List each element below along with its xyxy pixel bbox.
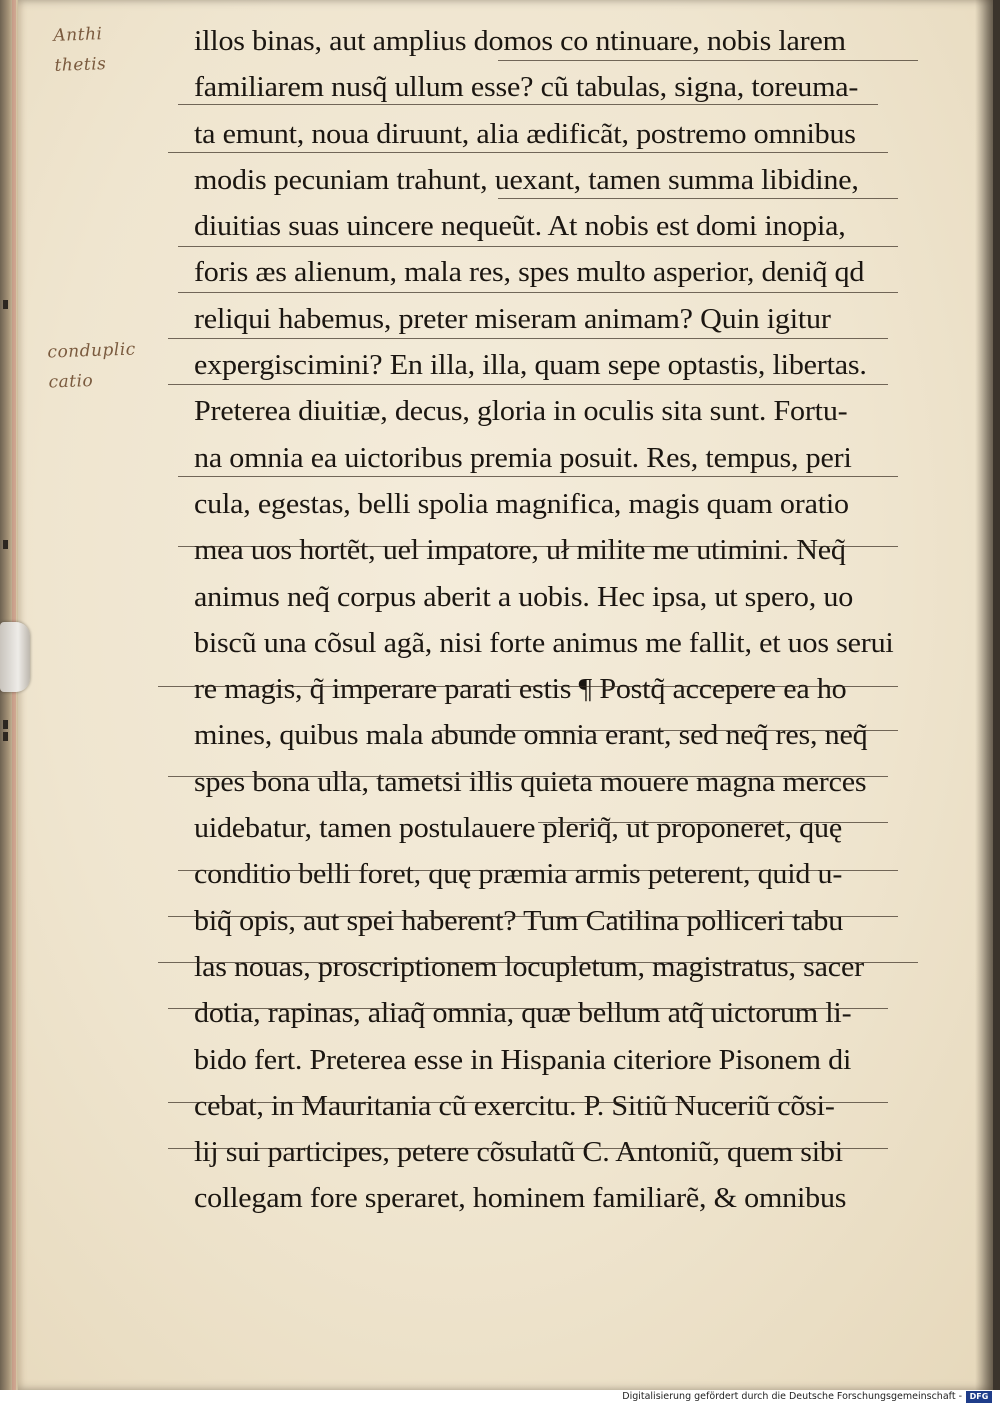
text-line: illos binas, aut amplius domos co ntinuare, nobis larem [194, 25, 846, 57]
text-line: collegam fore speraret, hominem familiarẽ, & omnibus [194, 1182, 847, 1215]
text-line: spes bona ulla, tametsi illis quieta mouere magna merces [194, 765, 867, 798]
text-line: dotia, rapinas, aliaq̃ omnia, quæ bellum atq̃ uictorum li- [194, 997, 852, 1030]
dfg-logo: DFG [966, 1391, 992, 1403]
edge-mark [3, 720, 8, 729]
ink-underline [178, 104, 878, 105]
ink-underline [498, 60, 918, 61]
text-line: animus neq̃ corpus aberit a uobis. Hec ipsa, ut spero, uo [194, 580, 854, 613]
text-line: cebat, in Mauritania cũ exercitu. P. Sitiũ Nuceriũ cõsi- [194, 1089, 835, 1122]
text-line: re magis, q̃ imperare parati estis ¶ Postq̃ accepere ea ho [194, 673, 847, 706]
ink-underline [168, 1148, 888, 1149]
ink-underline [158, 962, 918, 963]
edge-mark [3, 300, 8, 309]
ink-underline [538, 822, 888, 823]
edge-mark [3, 540, 8, 549]
margin-note: Anthi thetis [53, 24, 107, 76]
text-line: mea uos hortẽt, uel impatore, uł milite me utimini. Neq̃ [194, 534, 846, 567]
text-line: mines, quibus mala abunde omnia erant, sed neq̃ res, neq̃ [194, 719, 868, 752]
ink-underline [168, 1008, 888, 1009]
ink-underline [168, 916, 898, 917]
text-line: las nouas, proscriptionem locupletum, magistratus, sacer [194, 950, 864, 983]
text-line: ta emunt, noua diruunt, alia ædificãt, postremo omnibus [194, 117, 856, 150]
ink-underline [178, 476, 898, 477]
ink-underline [178, 546, 898, 547]
text-line: na omnia ea uictoribus premia posuit. Res, tempus, peri [194, 441, 852, 474]
edge-mark [3, 732, 8, 741]
margin-note: conduplic catio [47, 339, 137, 393]
ink-underline [168, 152, 888, 153]
text-line: cula, egestas, belli spolia magnifica, magis quam oratio [194, 487, 849, 520]
text-line: reliqui habemus, preter miseram animam? Quin igitur [194, 302, 831, 335]
text-line: foris æs alienum, mala res, spes multo asperior, deniq̃ qd [194, 256, 865, 289]
ink-underline [168, 338, 888, 339]
ink-underline [178, 870, 898, 871]
text-line: conditio belli foret, quę præmia armis peterent, quid u- [194, 858, 843, 891]
footer-bar [0, 1390, 1000, 1404]
ink-underline [438, 730, 898, 731]
text-line: familiarem nusq̃ ullum esse? cũ tabulas, signa, toreuma- [194, 71, 859, 104]
ink-underline [178, 292, 898, 293]
text-line: modis pecuniam trahunt, uexant, tamen summa libidine, [194, 163, 859, 196]
text-line: biq̃ opis, aut spei haberent? Tum Catilina polliceri tabu [194, 904, 844, 937]
text-line: biscũ una cõsul agã, nisi forte animus me fallit, et uos serui [194, 626, 894, 659]
ink-underline [168, 384, 888, 385]
page-edge-stripe [12, 0, 16, 1390]
page-clip-marker [0, 622, 30, 692]
book-page [18, 0, 993, 1390]
page-gutter-shadow [975, 0, 993, 1390]
text-line: bido fert. Preterea esse in Hispania citeriore Pisonem di [194, 1043, 852, 1076]
footer-credit: Digitalisierung gefördert durch die Deutsche Forschungsgemeinschaft - [622, 1391, 962, 1402]
ink-underline [168, 776, 888, 777]
text-line: diuitias suas uincere nequeũt. At nobis est domi inopia, [194, 210, 846, 243]
text-line: uidebatur, tamen postulauere pleriq̃, ut proponeret, quę [194, 812, 842, 845]
ink-underline [178, 246, 898, 247]
text-line: Preterea diuitiæ, decus, gloria in oculis sita sunt. Fortu- [194, 395, 848, 428]
ink-underline [498, 198, 898, 199]
ink-underline [168, 1102, 888, 1103]
ink-underline [158, 686, 898, 687]
text-line: lij sui participes, petere cõsulatũ C. Antoniũ, quem sibi [194, 1136, 843, 1169]
text-line: expergiscimini? En illa, illa, quam sepe optastis, libertas. [194, 349, 867, 382]
